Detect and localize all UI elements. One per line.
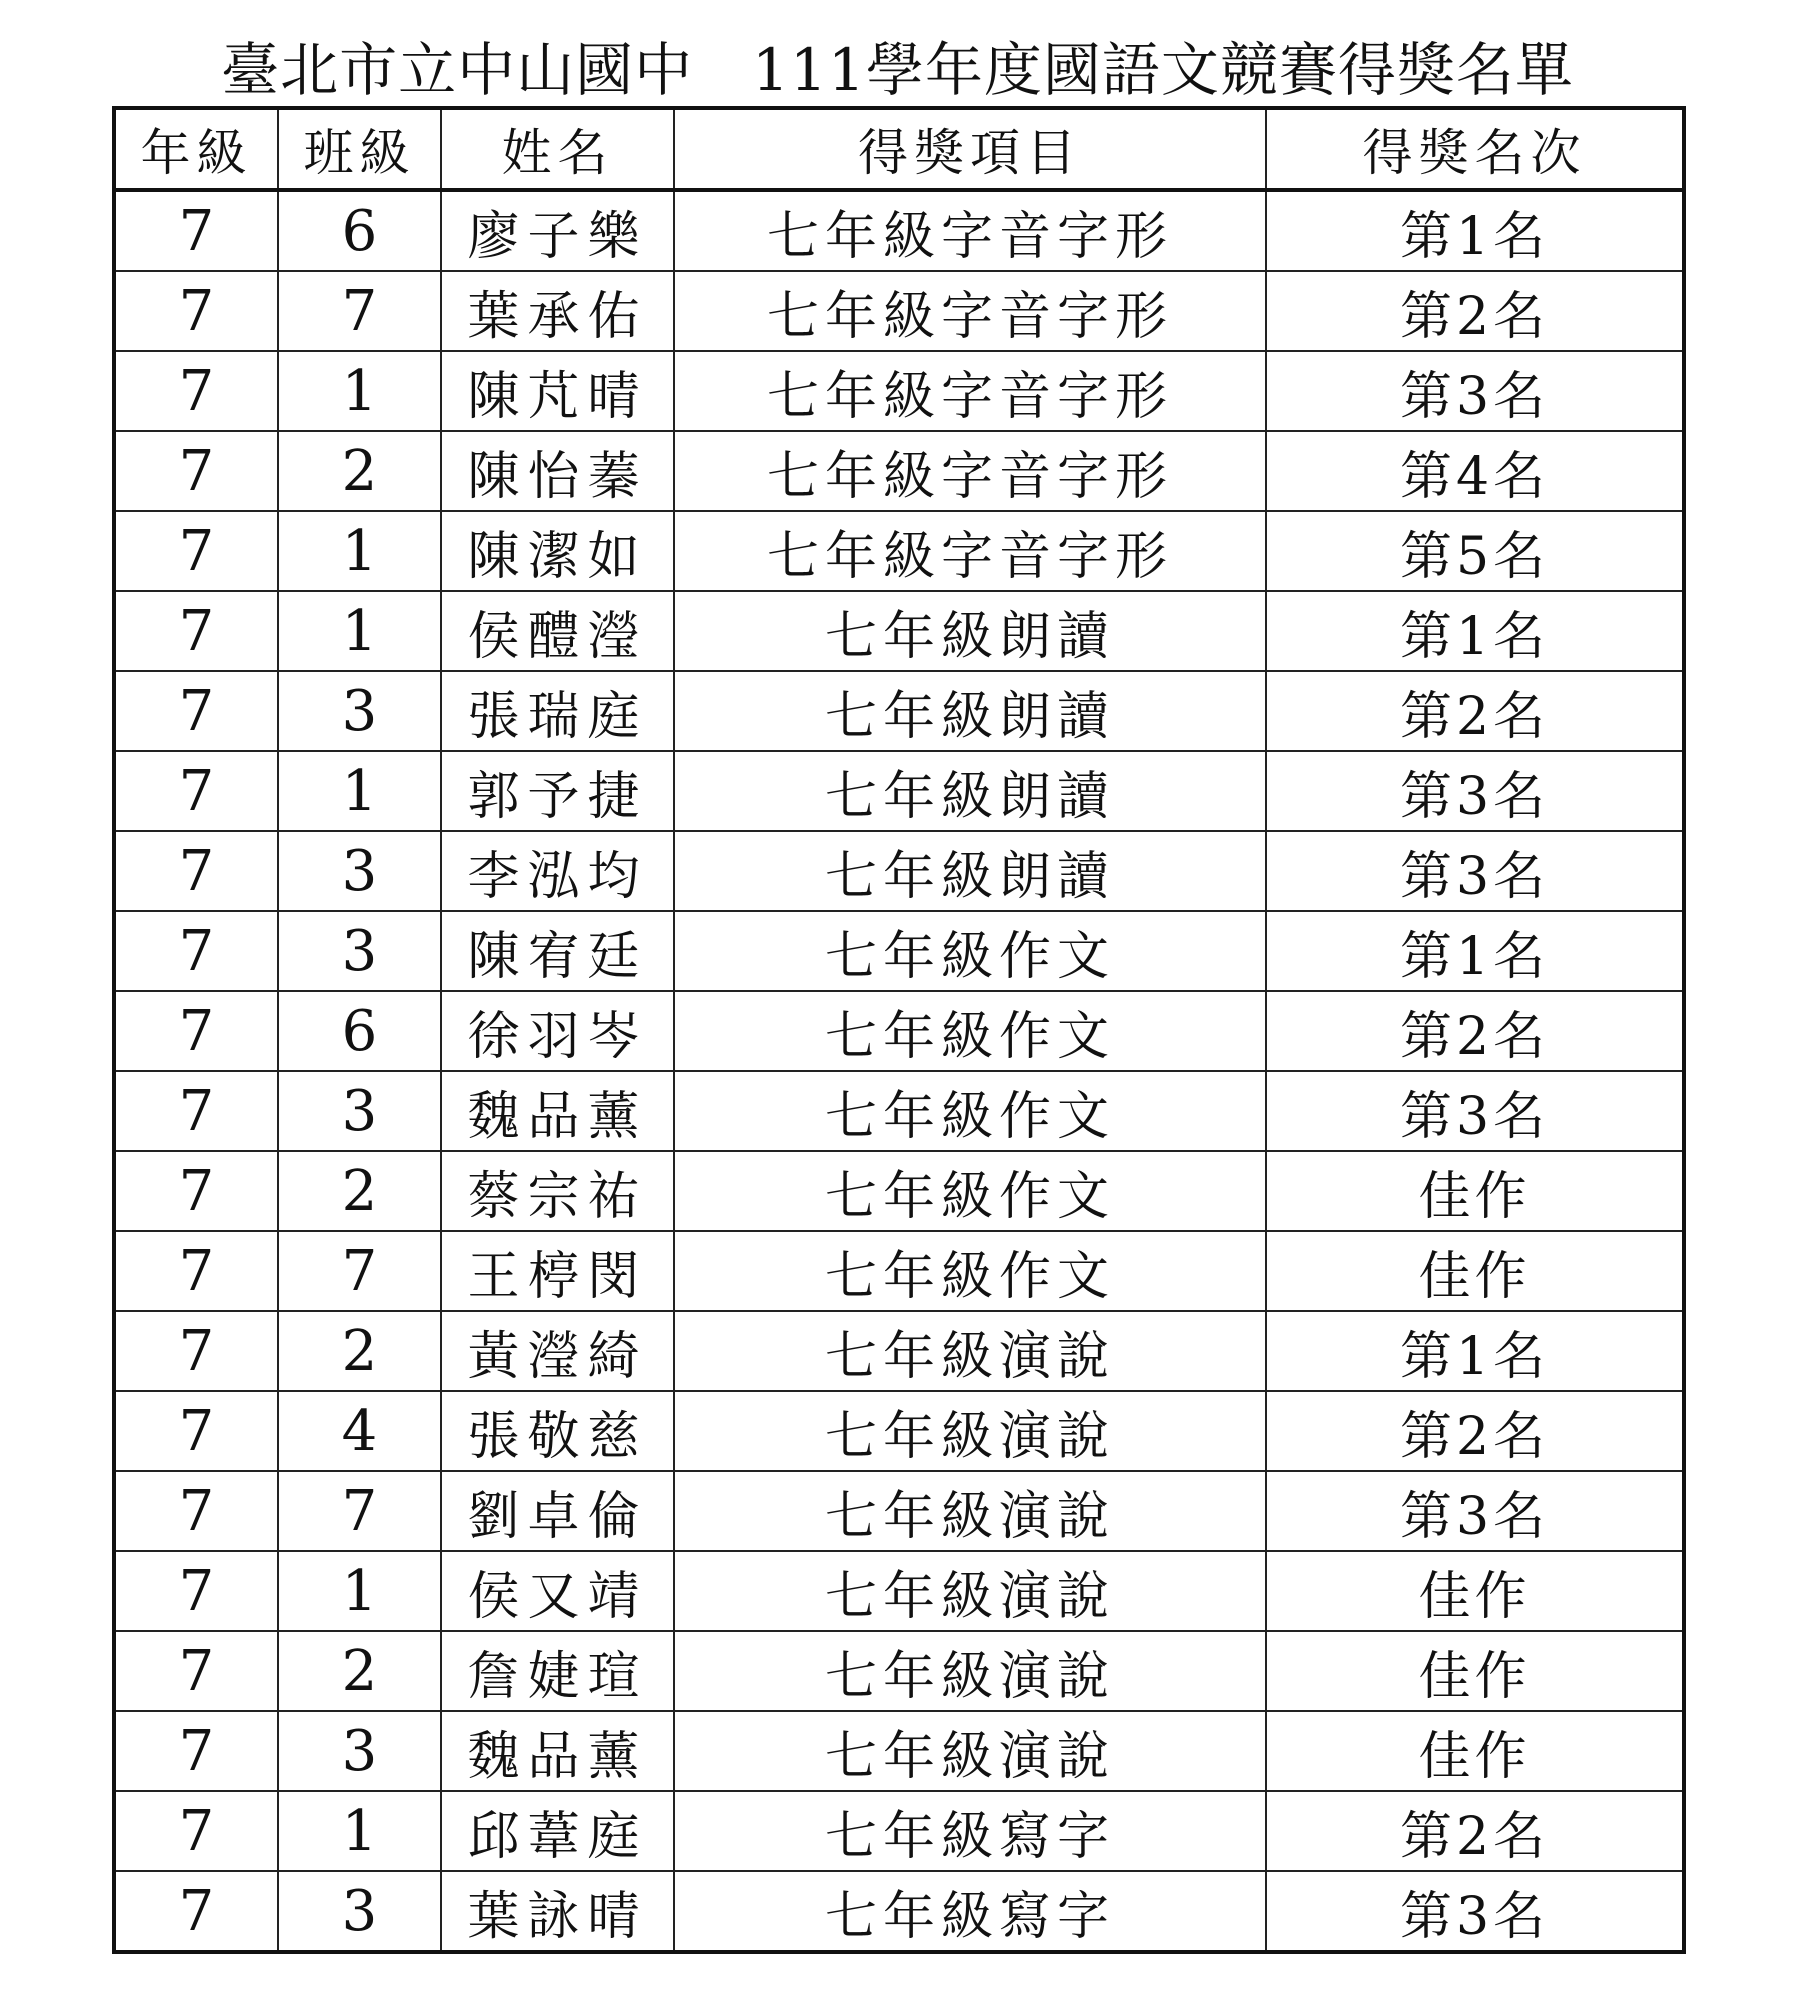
table-row — [114, 351, 1684, 431]
table-row — [114, 1551, 1684, 1631]
award-rank-cell: 第1名 — [1266, 911, 1684, 991]
award-rank-cell: 佳作 — [1266, 1631, 1684, 1711]
award-item-cell: 七年級作文 — [674, 1071, 1266, 1151]
award-rank-cell: 佳作 — [1266, 1551, 1684, 1631]
student-name-cell: 王楟閔 — [441, 1231, 674, 1311]
award-item-cell: 七年級演說 — [674, 1711, 1266, 1791]
student-name-cell: 邱葦庭 — [441, 1791, 674, 1871]
class-cell: 7 — [278, 1231, 441, 1311]
page-title: 臺北市立中山國中 111學年度國語文競賽得獎名單 — [221, 36, 1574, 104]
table-row — [114, 190, 1684, 271]
student-name-cell: 蔡宗祐 — [441, 1151, 674, 1231]
award-rank-cell: 第5名 — [1266, 511, 1684, 591]
table-row — [114, 1711, 1684, 1791]
table-row — [114, 911, 1684, 991]
award-item-cell: 七年級字音字形 — [674, 271, 1266, 351]
award-item-cell: 七年級演說 — [674, 1391, 1266, 1471]
table-row — [114, 1791, 1684, 1871]
student-name-cell: 郭予捷 — [441, 751, 674, 831]
student-name-cell: 魏品薰 — [441, 1711, 674, 1791]
student-name-cell: 陳宥廷 — [441, 911, 674, 991]
grade-cell: 7 — [114, 190, 278, 271]
grade-cell: 7 — [114, 511, 278, 591]
award-item-cell: 七年級字音字形 — [674, 511, 1266, 591]
class-cell: 1 — [278, 591, 441, 671]
award-table — [112, 106, 1686, 1954]
class-cell: 1 — [278, 751, 441, 831]
award-item-cell: 七年級寫字 — [674, 1871, 1266, 1952]
student-name-cell: 李泓均 — [441, 831, 674, 911]
award-item-cell: 七年級朗讀 — [674, 751, 1266, 831]
award-rank-cell: 第2名 — [1266, 991, 1684, 1071]
student-name-cell: 侯又靖 — [441, 1551, 674, 1631]
student-name-cell: 侯醴瀅 — [441, 591, 674, 671]
grade-cell: 7 — [114, 1071, 278, 1151]
award-item-cell: 七年級演說 — [674, 1551, 1266, 1631]
grade-cell: 7 — [114, 431, 278, 511]
award-item-cell: 七年級作文 — [674, 991, 1266, 1071]
class-cell: 3 — [278, 671, 441, 751]
award-rows — [114, 190, 1684, 1952]
table-row — [114, 1391, 1684, 1471]
student-name-cell: 徐羽岑 — [441, 991, 674, 1071]
award-item-cell: 七年級朗讀 — [674, 591, 1266, 671]
grade-cell: 7 — [114, 1631, 278, 1711]
award-rank-cell: 第3名 — [1266, 751, 1684, 831]
student-name-cell: 劉卓倫 — [441, 1471, 674, 1551]
student-name-cell: 陳芃晴 — [441, 351, 674, 431]
grade-cell: 7 — [114, 1871, 278, 1952]
grade-cell: 7 — [114, 751, 278, 831]
award-item-cell: 七年級演說 — [674, 1311, 1266, 1391]
header-award-item: 得獎項目 — [674, 108, 1266, 190]
grade-cell: 7 — [114, 1151, 278, 1231]
award-item-cell: 七年級作文 — [674, 1231, 1266, 1311]
award-rank-cell: 第2名 — [1266, 1391, 1684, 1471]
award-rank-cell: 第3名 — [1266, 351, 1684, 431]
student-name-cell: 魏品薰 — [441, 1071, 674, 1151]
class-cell: 3 — [278, 1071, 441, 1151]
class-cell: 3 — [278, 911, 441, 991]
award-item-cell: 七年級作文 — [674, 1151, 1266, 1231]
table-header-row — [114, 108, 1684, 190]
student-name-cell: 張敬慈 — [441, 1391, 674, 1471]
award-rank-cell: 第3名 — [1266, 1071, 1684, 1151]
class-cell: 6 — [278, 190, 441, 271]
class-cell: 4 — [278, 1391, 441, 1471]
award-rank-cell: 佳作 — [1266, 1711, 1684, 1791]
table-row — [114, 1871, 1684, 1952]
table-row — [114, 1151, 1684, 1231]
grade-cell: 7 — [114, 351, 278, 431]
table-row — [114, 591, 1684, 671]
award-rank-cell: 第1名 — [1266, 1311, 1684, 1391]
grade-cell: 7 — [114, 1311, 278, 1391]
header-award-rank: 得獎名次 — [1266, 108, 1684, 190]
award-rank-cell: 第4名 — [1266, 431, 1684, 511]
student-name-cell: 張瑞庭 — [441, 671, 674, 751]
table-row — [114, 831, 1684, 911]
grade-cell: 7 — [114, 671, 278, 751]
award-rank-cell: 第3名 — [1266, 1471, 1684, 1551]
grade-cell: 7 — [114, 271, 278, 351]
award-item-cell: 七年級作文 — [674, 911, 1266, 991]
award-rank-cell: 第2名 — [1266, 271, 1684, 351]
student-name-cell: 陳潔如 — [441, 511, 674, 591]
class-cell: 1 — [278, 1551, 441, 1631]
grade-cell: 7 — [114, 1711, 278, 1791]
grade-cell: 7 — [114, 1471, 278, 1551]
grade-cell: 7 — [114, 1231, 278, 1311]
table-row — [114, 1471, 1684, 1551]
grade-cell: 7 — [114, 591, 278, 671]
award-rank-cell: 第1名 — [1266, 591, 1684, 671]
table-row — [114, 1631, 1684, 1711]
table-row — [114, 431, 1684, 511]
award-rank-cell: 佳作 — [1266, 1151, 1684, 1231]
class-cell: 6 — [278, 991, 441, 1071]
student-name-cell: 葉承佑 — [441, 271, 674, 351]
grade-cell: 7 — [114, 1391, 278, 1471]
class-cell: 1 — [278, 351, 441, 431]
student-name-cell: 黃瀅綺 — [441, 1311, 674, 1391]
header-class: 班級 — [278, 108, 441, 190]
class-cell: 2 — [278, 1631, 441, 1711]
class-cell: 3 — [278, 1711, 441, 1791]
award-rank-cell: 佳作 — [1266, 1231, 1684, 1311]
award-rank-cell: 第2名 — [1266, 671, 1684, 751]
header-name: 姓名 — [441, 108, 674, 190]
award-rank-cell: 第1名 — [1266, 190, 1684, 271]
student-name-cell: 詹婕瑄 — [441, 1631, 674, 1711]
class-cell: 1 — [278, 511, 441, 591]
table-row — [114, 271, 1684, 351]
award-item-cell: 七年級字音字形 — [674, 351, 1266, 431]
class-cell: 1 — [278, 1791, 441, 1871]
table-row — [114, 511, 1684, 591]
class-cell: 7 — [278, 271, 441, 351]
table-row — [114, 671, 1684, 751]
student-name-cell: 葉詠晴 — [441, 1871, 674, 1952]
class-cell: 2 — [278, 1311, 441, 1391]
table-row — [114, 991, 1684, 1071]
award-item-cell: 七年級演說 — [674, 1471, 1266, 1551]
student-name-cell: 陳怡蓁 — [441, 431, 674, 511]
table-row — [114, 1311, 1684, 1391]
award-item-cell: 七年級朗讀 — [674, 831, 1266, 911]
student-name-cell: 廖子樂 — [441, 190, 674, 271]
table-row — [114, 1231, 1684, 1311]
class-cell: 2 — [278, 431, 441, 511]
class-cell: 3 — [278, 831, 441, 911]
award-item-cell: 七年級朗讀 — [674, 671, 1266, 751]
header-grade: 年級 — [114, 108, 278, 190]
table-row — [114, 1071, 1684, 1151]
award-rank-cell: 第3名 — [1266, 831, 1684, 911]
award-rank-cell: 第3名 — [1266, 1871, 1684, 1952]
grade-cell: 7 — [114, 911, 278, 991]
grade-cell: 7 — [114, 1791, 278, 1871]
grade-cell: 7 — [114, 991, 278, 1071]
award-item-cell: 七年級字音字形 — [674, 190, 1266, 271]
grade-cell: 7 — [114, 831, 278, 911]
class-cell: 7 — [278, 1471, 441, 1551]
table-row — [114, 751, 1684, 831]
award-item-cell: 七年級字音字形 — [674, 431, 1266, 511]
award-item-cell: 七年級寫字 — [674, 1791, 1266, 1871]
award-item-cell: 七年級演說 — [674, 1631, 1266, 1711]
grade-cell: 7 — [114, 1551, 278, 1631]
class-cell: 2 — [278, 1151, 441, 1231]
class-cell: 3 — [278, 1871, 441, 1952]
award-rank-cell: 第2名 — [1266, 1791, 1684, 1871]
